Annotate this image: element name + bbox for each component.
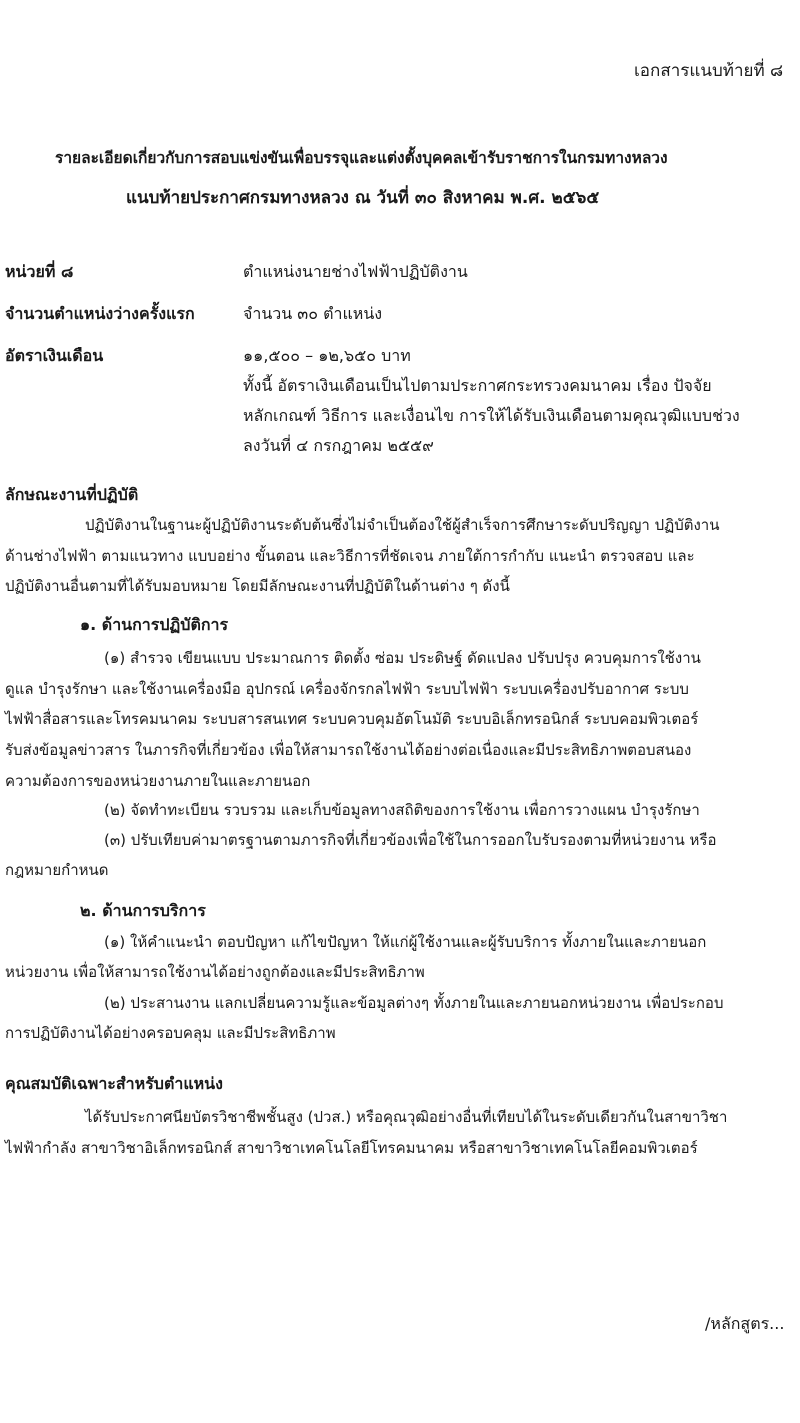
qualifications-line: ได้รับประกาศนียบัตรวิชาชีพชั้นสูง (ปวส.) หรือคุณวุฒิอย่างอื่นที่เทียบได้ในระดับเดียวกันในสาขาวิชา	[85, 1108, 728, 1126]
annex-label: เอกสารแนบท้ายที่ ๘	[634, 61, 784, 81]
document-title: รายละเอียดเกี่ยวกับการสอบแข่งขันเพื่อบรรจุและแต่งตั้งบุคคลเข้ารับราชการในกรมทางหลวง	[55, 149, 668, 167]
section2-item2-line: (๒) ประสานงาน แลกเปลี่ยนความรู้และข้อมูลต่างๆ ทั้งภายในและภายนอกหน่วยงาน เพื่อประกอบ	[104, 994, 724, 1012]
section1-item3-line: กฎหมายกำหนด	[5, 861, 109, 879]
qualifications-heading: คุณสมบัติเฉพาะสำหรับตำแหน่ง	[5, 1074, 223, 1093]
section1-item3-line: (๓) ปรับเทียบค่ามาตรฐานตามภารกิจที่เกี่ยวข้องเพื่อใช้ในการออกใบรับรองตามที่หน่วยงาน หรือ	[104, 831, 717, 849]
section1-item2-line: (๒) จัดทำทะเบียน รวบรวม และเก็บข้อมูลทางสถิติของการใช้งาน เพื่อการวางแผน บำรุงรักษา	[104, 801, 700, 819]
positions-label: จำนวนตำแหน่งว่างครั้งแรก	[5, 304, 195, 323]
section2-item1-line: (๑) ให้คำแนะนำ ตอบปัญหา แก้ไขปัญหา ให้แก่ผู้ใช้งานและผู้รับบริการ ทั้งภายในและภายนอก	[104, 933, 707, 951]
salary-label: อัตราเงินเดือน	[5, 346, 104, 365]
continued-marker: /หลักสูตร...	[705, 1314, 785, 1333]
unit-label: หน่วยที่ ๘	[5, 262, 74, 281]
section2-item1-line: หน่วยงาน เพื่อให้สามารถใช้งานได้อย่างถูกต้องและมีประสิทธิภาพ	[5, 963, 425, 981]
salary-note-line: ทั้งนี้ อัตราเงินเดือนเป็นไปตามประกาศกระทรวงคมนาคม เรื่อง ปัจจัย	[243, 376, 712, 395]
salary-range: ๑๑,๕๐๐ – ๑๒,๖๕๐ บาท	[243, 346, 411, 365]
section1-item1-line: ดูแล บำรุงรักษา และใช้งานเครื่องมือ อุปกรณ์ เครื่องจักรกลไฟฟ้า ระบบไฟฟ้า ระบบเครื่องปรับอากาศ ระบบ	[5, 680, 689, 698]
section2-heading: ๒. ด้านการบริการ	[80, 901, 206, 920]
section1-item1-line: ไฟฟ้าสื่อสารและโทรคมนาคม ระบบสารสนเทศ ระบบควบคุมอัตโนมัติ ระบบอิเล็กทรอนิกส์ ระบบคอมพิวเตอร์	[5, 710, 699, 728]
unit-value: ตำแหน่งนายช่างไฟฟ้าปฏิบัติงาน	[243, 262, 468, 281]
duties-intro-line: ด้านช่างไฟฟ้า ตามแนวทาง แบบอย่าง ขั้นตอน และวิธีการที่ชัดเจน ภายใต้การกำกับ แนะนำ ตรวจสอบ และ	[5, 547, 695, 565]
section1-heading: ๑. ด้านการปฏิบัติการ	[80, 615, 229, 634]
positions-value: จำนวน ๓๐ ตำแหน่ง	[243, 304, 383, 323]
section1-item1-line: รับส่งข้อมูลข่าวสาร ในภารกิจที่เกี่ยวข้อง เพื่อให้สามารถใช้งานได้อย่างต่อเนื่องและมีประสิทธิภาพตอบสนอง	[5, 741, 692, 759]
section2-item2-line: การปฏิบัติงานได้อย่างครอบคลุม และมีประสิทธิภาพ	[5, 1024, 336, 1042]
duties-heading: ลักษณะงานที่ปฏิบัติ	[5, 485, 139, 504]
duties-intro-line: ปฏิบัติงานในฐานะผู้ปฏิบัติงานระดับต้นซึ่งไม่จำเป็นต้องใช้ผู้สำเร็จการศึกษาระดับปริญญา ปฏิบัติงาน	[85, 516, 720, 534]
document-subtitle: แนบท้ายประกาศกรมทางหลวง ณ วันที่ ๓๐ สิงหาคม พ.ศ. ๒๕๖๕	[126, 188, 600, 208]
section1-item1-line: ความต้องการของหน่วยงานภายในและภายนอก	[5, 772, 311, 790]
section1-item1-line: (๑) สำรวจ เขียนแบบ ประมาณการ ติดตั้ง ซ่อม ประดิษฐ์ ดัดแปลง ปรับปรุง ควบคุมการใช้งาน	[104, 649, 701, 667]
salary-note-line: หลักเกณฑ์ วิธีการ และเงื่อนไข การให้ได้รับเงินเดือนตามคุณวุฒิแบบช่วง	[243, 406, 740, 425]
salary-note-line: ลงวันที่ ๔ กรกฎาคม ๒๕๕๙	[243, 436, 434, 455]
duties-intro-line: ปฏิบัติงานอื่นตามที่ได้รับมอบหมาย โดยมีลักษณะงานที่ปฏิบัติในด้านต่าง ๆ ดังนี้	[5, 577, 510, 595]
qualifications-line: ไฟฟ้ากำลัง สาขาวิชาอิเล็กทรอนิกส์ สาขาวิชาเทคโนโลยีโทรคมนาคม หรือสาขาวิชาเทคโนโลยีคอมพิวเตอร์	[5, 1139, 698, 1157]
